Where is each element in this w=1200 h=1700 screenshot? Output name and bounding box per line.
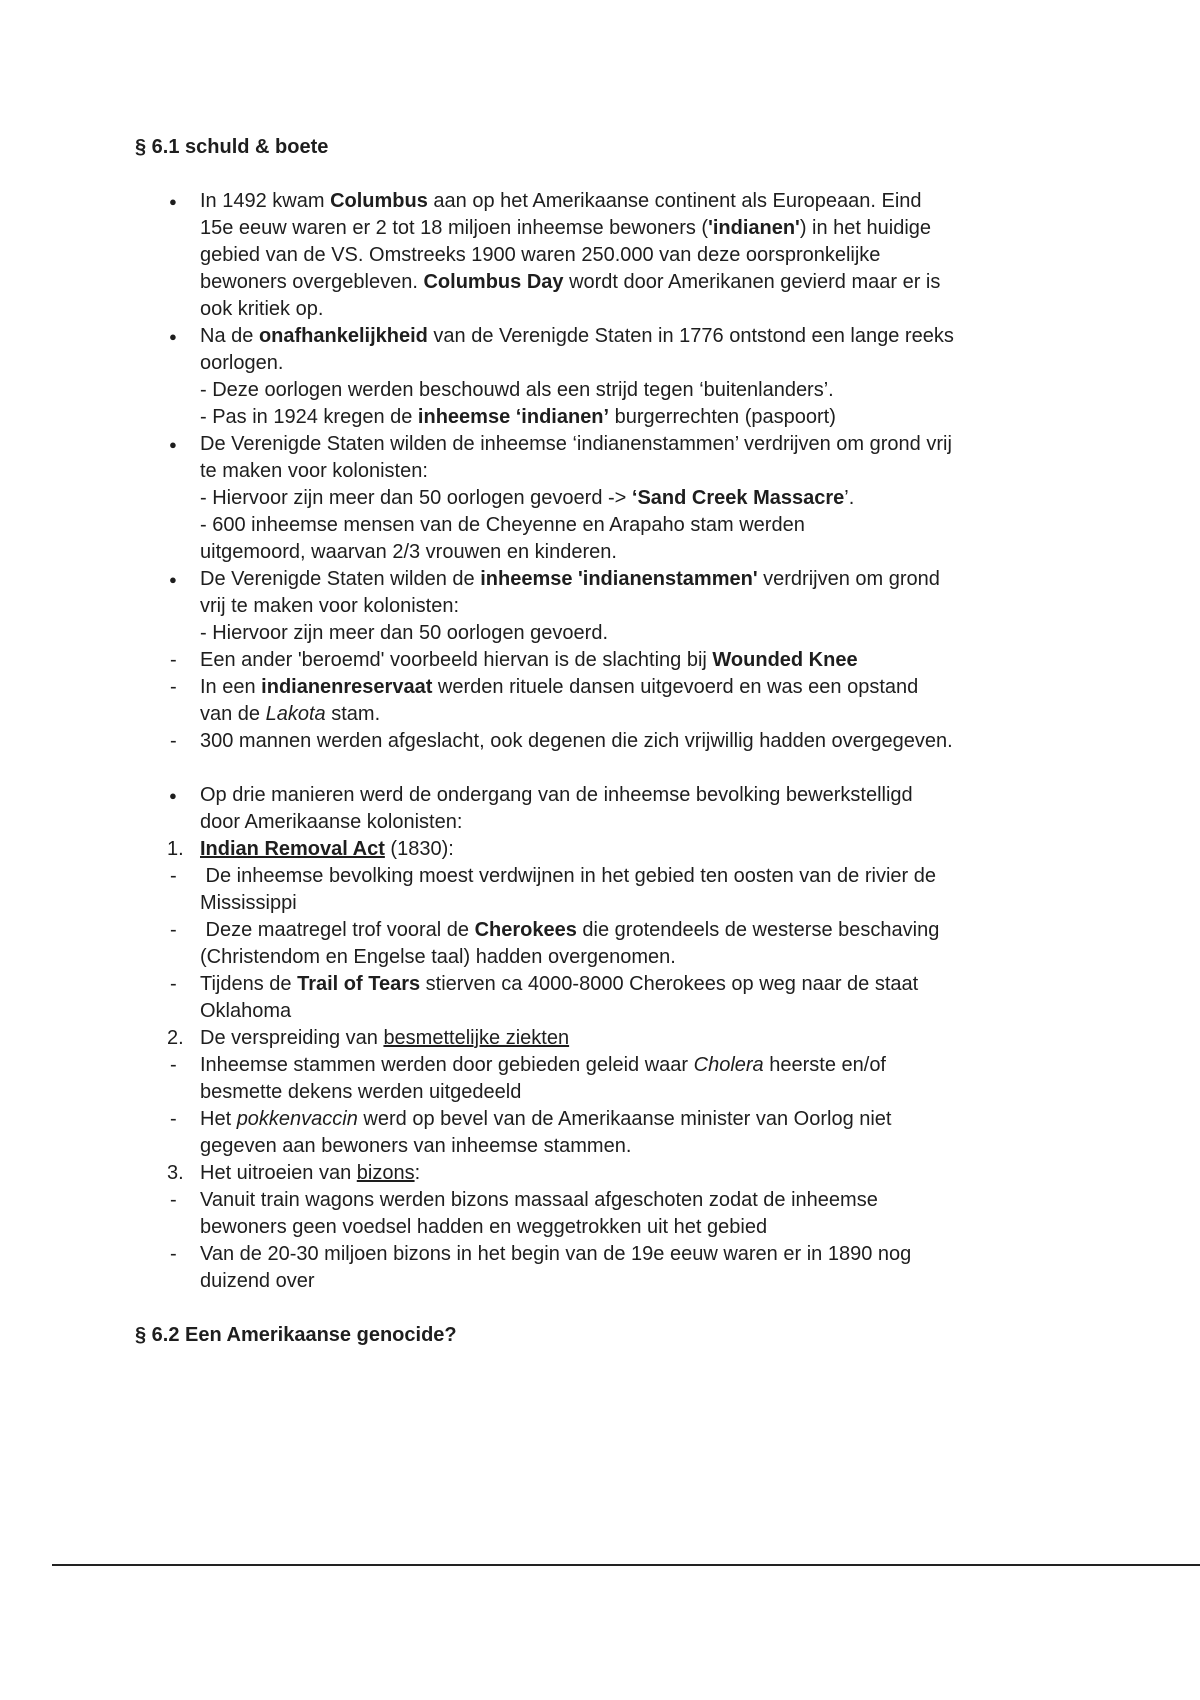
list-line <box>200 593 1135 620</box>
list-item <box>135 674 1135 728</box>
dash-marker: - <box>170 1108 177 1130</box>
list-item <box>135 1241 1135 1295</box>
text-segment: Op drie manieren werd de ondergang van de inheemse bevolking bewerkstelligd <box>200 784 913 806</box>
text-segment: De Verenigde Staten wilden de <box>200 568 481 590</box>
section-1 <box>135 134 1135 1295</box>
list-line <box>200 647 1135 674</box>
text-segment: In 1492 kwam <box>200 190 331 212</box>
text-segment: aan op het Amerikaanse continent als Europeaan. Eind <box>427 190 922 212</box>
text-segment: die grotendeels de westerse beschaving <box>576 919 940 941</box>
list-item <box>135 1106 1135 1160</box>
section-heading <box>135 134 1135 161</box>
list-item <box>135 323 1135 431</box>
text-segment: (Christendom en Engelse taal) hadden overgenomen. <box>200 946 676 968</box>
list-line <box>200 1187 1135 1214</box>
bold-text: inheemse 'indianenstammen' <box>480 568 758 590</box>
text-segment: Vanuit train wagons werden bizons massaal afgeschoten zodat de inheemse <box>200 1189 878 1211</box>
italic-text: Lakota <box>265 703 326 725</box>
list-line <box>200 1133 1135 1160</box>
underlined-text: bizons <box>356 1162 415 1184</box>
text-segment: Mississippi <box>200 892 297 914</box>
bold-text: § 6.2 Een Amerikaanse genocide? <box>135 1324 457 1346</box>
text-segment: De inheemse bevolking moest verdwijnen in het gebied ten oosten van de rivier de <box>200 865 936 887</box>
text-segment: gegeven aan bewoners van inheemse stammen. <box>200 1135 632 1157</box>
bold-underlined-text: Indian Removal Act <box>200 838 385 860</box>
bold-text: ‘Sand Creek Massacre <box>631 487 845 509</box>
text-segment: De Verenigde Staten wilden de inheemse ‘indianenstammen’ verdrijven om grond vrij <box>200 433 952 455</box>
text-segment: werden rituele dansen uitgevoerd en was een opstand <box>432 676 919 698</box>
list-item <box>135 647 1135 674</box>
list-line <box>200 377 1135 404</box>
bullet-marker: ● <box>169 194 177 209</box>
text-segment: Tijdens de <box>200 973 298 995</box>
text-segment: - Pas in 1924 kregen de <box>200 406 418 428</box>
text-segment: gebied van de VS. Omstreeks 1900 waren 250.000 van deze oorspronkelijke <box>200 244 881 266</box>
list-item <box>135 971 1135 1025</box>
list-line <box>200 242 1135 269</box>
list-item <box>135 188 1135 323</box>
list-line <box>200 539 1135 566</box>
list-line <box>200 431 1135 458</box>
bold-text: § 6.1 schuld & boete <box>135 136 329 158</box>
bold-text: Cherokees <box>474 919 577 941</box>
list-line <box>200 728 1135 755</box>
bold-text: onafhankelijkheid <box>258 325 428 347</box>
underlined-text: besmettelijke ziekten <box>383 1027 570 1049</box>
list-line <box>200 458 1135 485</box>
list-line <box>200 944 1135 971</box>
list-item <box>135 782 1135 836</box>
list-group <box>135 782 1135 1295</box>
list-item <box>135 836 1135 863</box>
number-marker: 2. <box>167 1027 184 1049</box>
list-item <box>135 728 1135 755</box>
dash-marker: - <box>170 676 177 698</box>
list-line <box>200 269 1135 296</box>
text-segment: 300 mannen werden afgeslacht, ook degenen die zich vrijwillig hadden overgegeven. <box>200 730 953 752</box>
list-line <box>200 323 1135 350</box>
bold-text: indianenreservaat <box>261 676 433 698</box>
bold-text: Columbus <box>330 190 428 212</box>
list-item <box>135 1025 1135 1052</box>
text-segment: Het uitroeien van <box>200 1162 357 1184</box>
list-line <box>200 1160 1135 1187</box>
list-line <box>200 1052 1135 1079</box>
list-line <box>200 971 1135 998</box>
bold-text: Trail of Tears <box>297 973 421 995</box>
text-segment: uitgemoord, waarvan 2/3 vrouwen en kinderen. <box>200 541 617 563</box>
list-line <box>200 215 1135 242</box>
text-segment: - Hiervoor zijn meer dan 50 oorlogen gevoerd. <box>200 622 608 644</box>
dash-marker: - <box>170 1243 177 1265</box>
text-segment: Na de <box>200 325 259 347</box>
text-segment: bewoners overgebleven. <box>200 271 424 293</box>
italic-text: pokkenvaccin <box>236 1108 358 1130</box>
bullet-marker: ● <box>169 329 177 344</box>
list-line <box>200 188 1135 215</box>
text-segment: stam. <box>325 703 381 725</box>
text-segment: heerste en/of <box>763 1054 886 1076</box>
text-segment: duizend over <box>200 1270 315 1292</box>
text-segment: Inheemse stammen werden door gebieden geleid waar <box>200 1054 694 1076</box>
list-item <box>135 917 1135 971</box>
text-segment: - 600 inheemse mensen van de Cheyenne en Arapaho stam werden <box>200 514 805 536</box>
dash-marker: - <box>170 919 177 941</box>
list-line <box>200 1241 1135 1268</box>
text-segment: - Deze oorlogen werden beschouwd als een strijd tegen ‘buitenlanders’. <box>200 379 834 401</box>
list-item <box>135 1187 1135 1241</box>
text-segment: (1830): <box>384 838 454 860</box>
list-line <box>200 809 1135 836</box>
text-segment: De verspreiding van <box>200 1027 384 1049</box>
text-segment: te maken voor kolonisten: <box>200 460 428 482</box>
list-line <box>200 701 1135 728</box>
bold-text: Columbus Day <box>423 271 564 293</box>
list-line <box>200 620 1135 647</box>
text-segment: 15e eeuw waren er 2 tot 18 miljoen inheemse bewoners ( <box>200 217 709 239</box>
list-item <box>135 566 1135 647</box>
text-segment: ook kritiek op. <box>200 298 324 320</box>
text-segment: werd op bevel van de Amerikaanse minister van Oorlog niet <box>357 1108 892 1130</box>
text-segment: ’. <box>844 487 855 509</box>
text-segment: burgerrechten (paspoort) <box>609 406 836 428</box>
number-marker: 3. <box>167 1162 184 1184</box>
list-line <box>200 890 1135 917</box>
dash-marker: - <box>170 865 177 887</box>
section-heading <box>135 1322 1135 1349</box>
list-line <box>200 350 1135 377</box>
text-segment: Van de 20-30 miljoen bizons in het begin van de 19e eeuw waren er in 1890 nog <box>200 1243 912 1265</box>
text-segment: door Amerikaanse kolonisten: <box>200 811 463 833</box>
list-line <box>200 1079 1135 1106</box>
list-line <box>200 863 1135 890</box>
text-segment: vrij te maken voor kolonisten: <box>200 595 460 617</box>
list-line <box>200 998 1135 1025</box>
text-segment: Een ander 'beroemd' voorbeeld hiervan is de slachting bij <box>200 649 713 671</box>
text-segment: stierven ca 4000-8000 Cherokees op weg naar de staat <box>420 973 919 995</box>
text-segment: - Hiervoor zijn meer dan 50 oorlogen gevoerd -> <box>200 487 632 509</box>
dash-marker: - <box>170 1054 177 1076</box>
list-item <box>135 1160 1135 1187</box>
list-line <box>200 404 1135 431</box>
text-segment: besmette dekens werden uitgedeeld <box>200 1081 522 1103</box>
list-line <box>200 485 1135 512</box>
list-line <box>200 917 1135 944</box>
list-item <box>135 863 1135 917</box>
list-line <box>200 836 1135 863</box>
text-segment: van de Verenigde Staten in 1776 ontstond een lange reeks <box>427 325 954 347</box>
number-marker: 1. <box>167 838 184 860</box>
text-segment: Oklahoma <box>200 1000 292 1022</box>
text-segment: van de <box>200 703 266 725</box>
bold-text: inheemse ‘indianen’ <box>417 406 610 428</box>
list-line <box>200 296 1135 323</box>
text-segment: ) in het huidige <box>799 217 932 239</box>
section-2 <box>135 1322 1135 1349</box>
text-segment: oorlogen. <box>200 352 284 374</box>
bullet-marker: ● <box>169 437 177 452</box>
bullet-marker: ● <box>169 788 177 803</box>
dash-marker: - <box>170 649 177 671</box>
bold-text: Wounded Knee <box>712 649 858 671</box>
list-line <box>200 1025 1135 1052</box>
text-segment: Deze maatregel trof vooral de <box>200 919 475 941</box>
bullet-marker: ● <box>169 572 177 587</box>
dash-marker: - <box>170 730 177 752</box>
page-break-line <box>52 1564 1200 1566</box>
dash-marker: - <box>170 1189 177 1211</box>
text-segment: wordt door Amerikanen gevierd maar er is <box>563 271 941 293</box>
document-body <box>135 134 1135 1376</box>
list-line <box>200 674 1135 701</box>
list-line <box>200 1268 1135 1295</box>
text-segment: verdrijven om grond <box>757 568 940 590</box>
text-segment: Het <box>200 1108 237 1130</box>
list-line <box>200 566 1135 593</box>
text-segment: bewoners geen voedsel hadden en weggetrokken uit het gebied <box>200 1216 768 1238</box>
list-item <box>135 1052 1135 1106</box>
bold-text: 'indianen' <box>708 217 800 239</box>
text-segment: : <box>414 1162 421 1184</box>
list-line <box>200 1106 1135 1133</box>
list-line <box>200 1214 1135 1241</box>
list-line <box>200 782 1135 809</box>
list-line <box>200 512 1135 539</box>
list-item <box>135 431 1135 566</box>
text-segment: In een <box>200 676 262 698</box>
dash-marker: - <box>170 973 177 995</box>
list-group <box>135 188 1135 755</box>
italic-text: Cholera <box>693 1054 764 1076</box>
